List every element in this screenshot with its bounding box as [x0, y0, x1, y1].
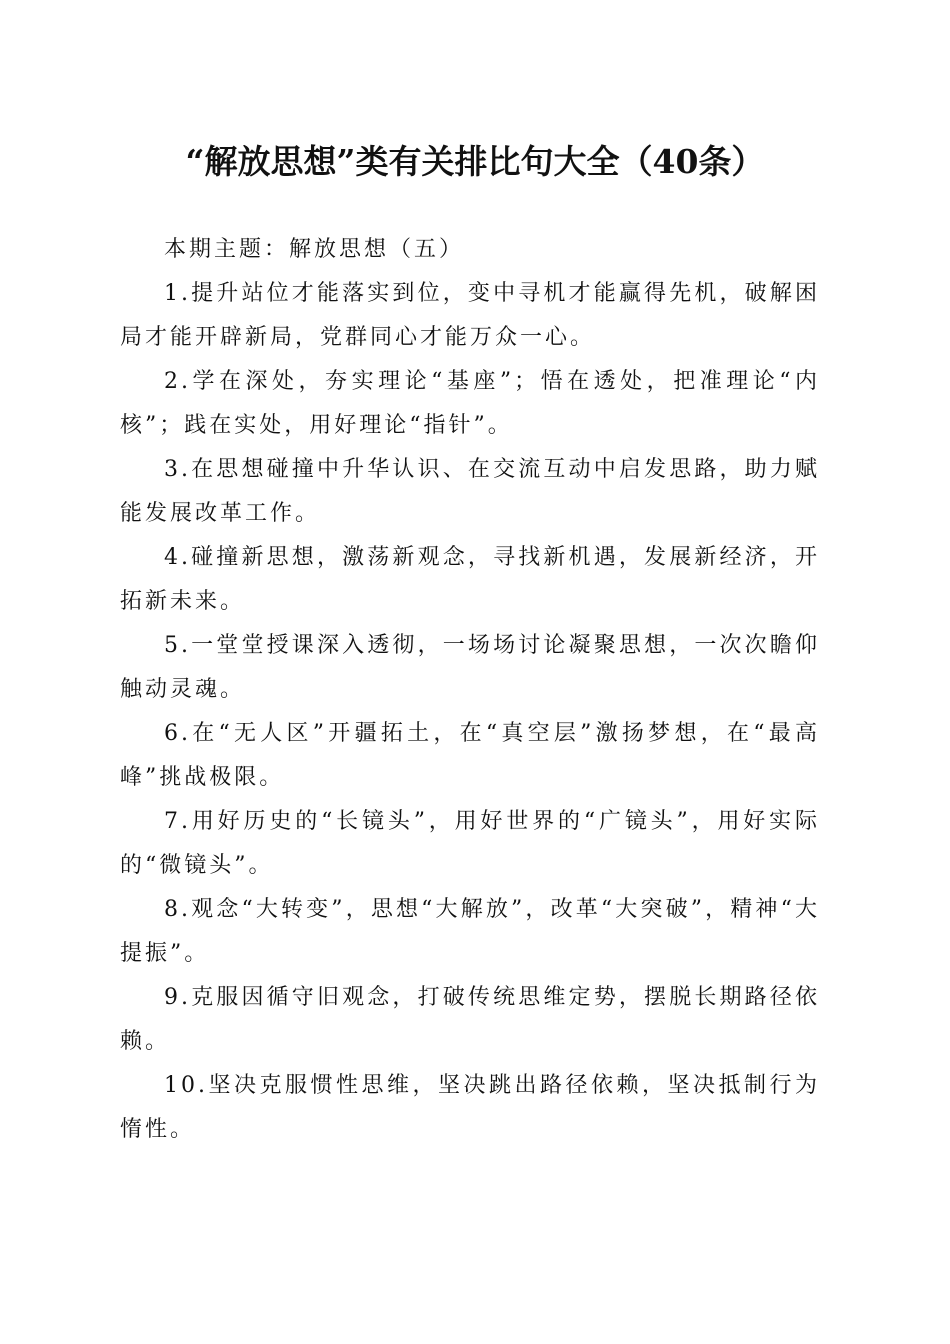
list-item-1: 1.提升站位才能落实到位，变中寻机才能赢得先机，破解困局才能开辟新局，党群同心才能万众一心。 — [120, 281, 820, 350]
list-item-9: 9.克服因循守旧观念，打破传统思维定势，摆脱长期路径依赖。 — [120, 985, 820, 1054]
document-body — [120, 228, 820, 1152]
list-item-6: 6.在“无人区”开疆拓土，在“真空层”激扬梦想，在“最高峰”挑战极限。 — [120, 721, 820, 790]
list-item-8: 8.观念“大转变”，思想“大解放”，改革“大突破”，精神“大提振”。 — [120, 897, 820, 966]
document-title: “解放思想”类有关排比句大全（40条） — [185, 142, 765, 181]
list-item-4: 4.碰撞新思想，激荡新观念，寻找新机遇，发展新经济，开拓新未来。 — [120, 545, 820, 614]
list-item-3: 3.在思想碰撞中升华认识、在交流互动中启发思路，助力赋能发展改革工作。 — [120, 457, 820, 526]
list-item-2: 2.学在深处，夯实理论“基座”；悟在透处，把准理论“内核”；践在实处，用好理论“指针”。 — [120, 369, 820, 438]
list-item-5: 5.一堂堂授课深入透彻，一场场讨论凝聚思想，一次次瞻仰触动灵魂。 — [120, 633, 820, 702]
list-item-7: 7.用好历史的“长镜头”，用好世界的“广镜头”，用好实际的“微镜头”。 — [120, 809, 820, 878]
list-item-10: 10.坚决克服惯性思维，坚决跳出路径依赖，坚决抵制行为惰性。 — [120, 1073, 820, 1142]
subtitle-paragraph: 本期主题：解放思想（五） — [164, 237, 465, 262]
